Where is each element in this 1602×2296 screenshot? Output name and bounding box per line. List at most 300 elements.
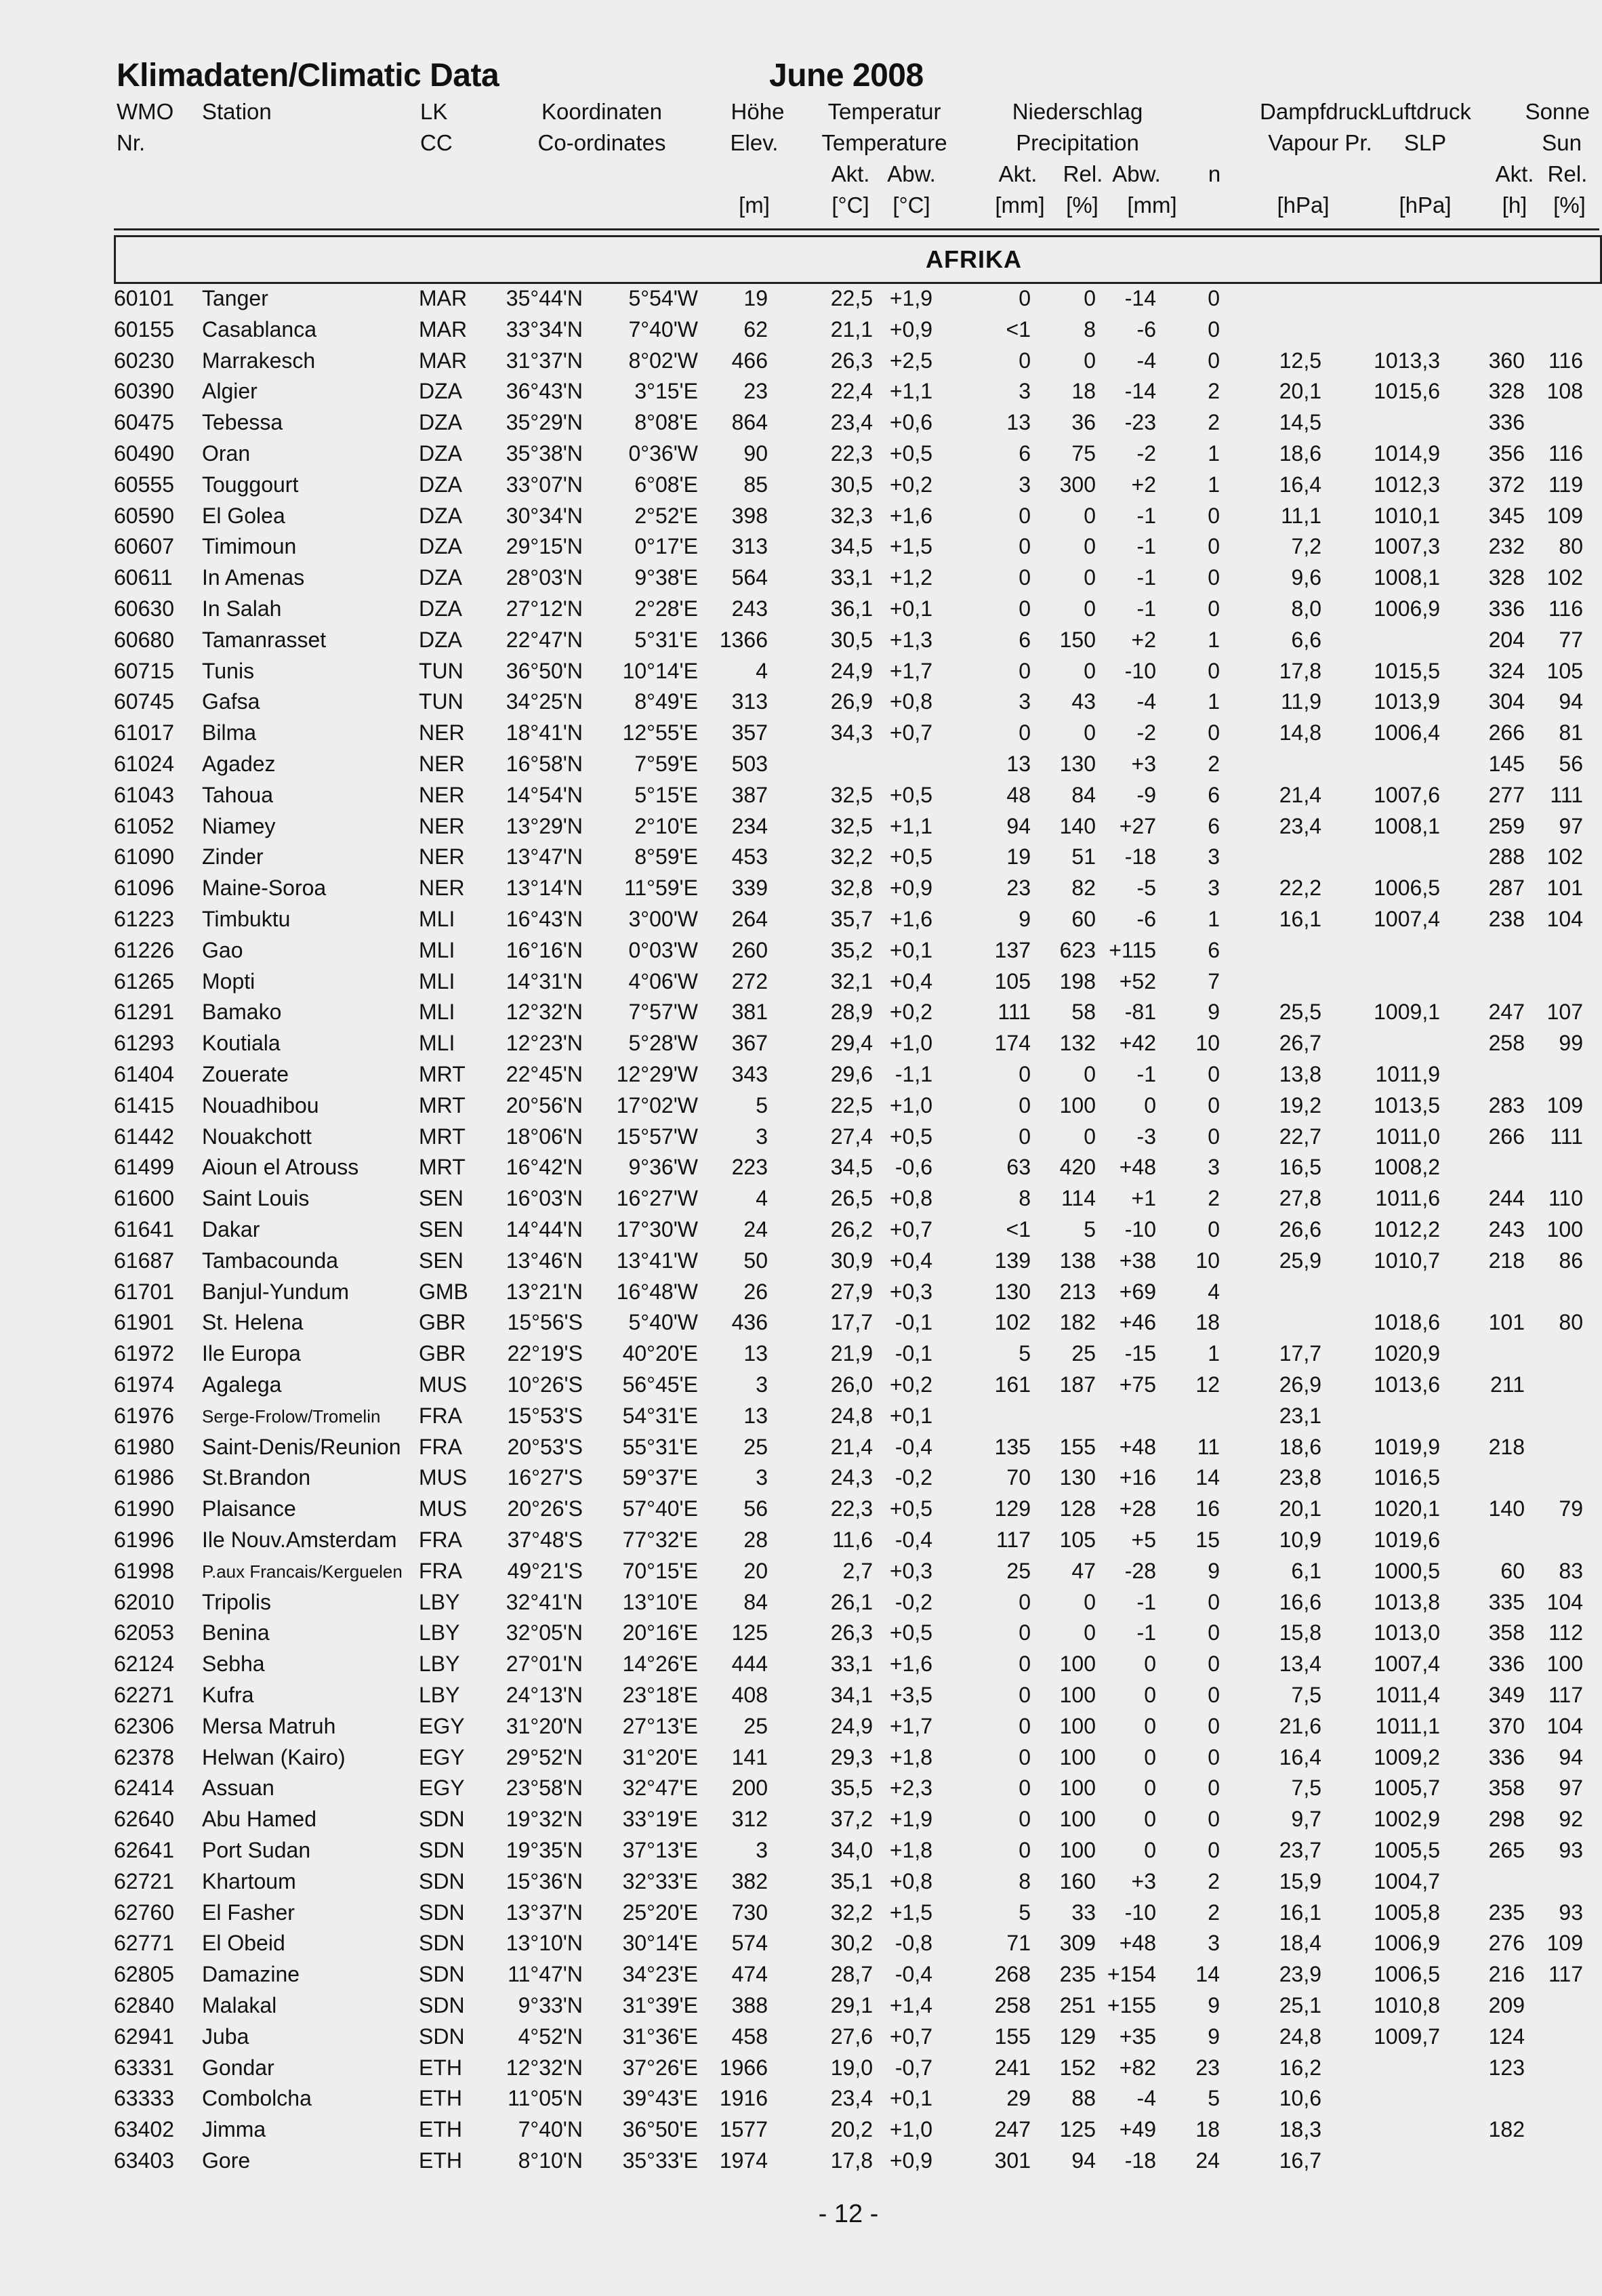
prec-total: 0 xyxy=(1019,534,1031,559)
vapour-pr: 17,8 xyxy=(1279,658,1321,683)
sun-hours: 336 xyxy=(1488,410,1525,435)
sun-rel: 97 xyxy=(1559,1776,1583,1801)
header-sun-akt: Akt. xyxy=(1495,161,1534,186)
latitude: 36°43'N xyxy=(506,379,583,404)
prec-dev: 0 xyxy=(1144,1744,1156,1769)
prec-total: 0 xyxy=(1019,1620,1031,1645)
latitude: 16°03'N xyxy=(506,1186,583,1211)
prec-dev: +38 xyxy=(1119,1248,1156,1273)
prec-dev: +27 xyxy=(1119,813,1156,838)
table-row xyxy=(0,752,1602,783)
prec-dev: -10 xyxy=(1124,1217,1156,1242)
station-name: Sebha xyxy=(202,1652,265,1677)
table-row xyxy=(0,1776,1602,1807)
prec-days: 6 xyxy=(1208,813,1220,838)
sun-hours: 288 xyxy=(1488,844,1525,869)
latitude: 22°47'N xyxy=(506,627,583,652)
header-luftdruck: Luftdruck xyxy=(1379,99,1471,124)
prec-dev: -81 xyxy=(1124,1000,1156,1025)
country-code: SDN xyxy=(419,1993,465,2017)
prec-rel: 182 xyxy=(1059,1310,1096,1335)
elevation: 474 xyxy=(731,1962,768,1987)
sun-rel: 109 xyxy=(1546,1931,1583,1956)
prec-days: 15 xyxy=(1195,1528,1220,1552)
station-name: Combolcha xyxy=(202,2086,312,2111)
sun-hours: 182 xyxy=(1488,2117,1525,2142)
elevation: 1916 xyxy=(719,2086,768,2111)
sun-hours: 370 xyxy=(1488,1713,1525,1738)
station-name: Niamey xyxy=(202,813,276,838)
table-row xyxy=(0,1496,1602,1528)
temp-dev: +3,5 xyxy=(889,1683,932,1707)
temp-mean: 34,0 xyxy=(830,1838,873,1862)
temp-dev: +0,7 xyxy=(889,1217,932,1242)
vapour-pr: 25,9 xyxy=(1279,1248,1321,1273)
station-name: Abu Hamed xyxy=(202,1807,316,1832)
longitude: 37°13'E xyxy=(622,1838,698,1862)
prec-rel: 130 xyxy=(1059,1465,1096,1490)
prec-dev: +5 xyxy=(1131,1528,1156,1552)
vapour-pr: 18,3 xyxy=(1279,2117,1321,2142)
country-code: MLI xyxy=(419,907,455,931)
country-code: SDN xyxy=(419,2024,465,2049)
longitude: 30°14'E xyxy=(622,1931,698,1956)
slp: 1020,9 xyxy=(1374,1341,1440,1366)
prec-days: 0 xyxy=(1208,348,1220,373)
temp-dev: +0,7 xyxy=(889,2024,932,2049)
prec-rel: 420 xyxy=(1059,1155,1096,1180)
latitude: 11°47'N xyxy=(508,1962,583,1987)
vapour-pr: 25,5 xyxy=(1279,1000,1321,1025)
header-coordinates: Co-ordinates xyxy=(537,130,666,155)
temp-mean: 24,3 xyxy=(830,1465,873,1490)
temp-mean: 26,5 xyxy=(830,1186,873,1211)
sun-rel: 116 xyxy=(1548,596,1583,621)
station-name: In Salah xyxy=(202,596,282,621)
slp: 1012,2 xyxy=(1374,1217,1440,1242)
prec-dev: +75 xyxy=(1119,1372,1156,1397)
slp: 1013,5 xyxy=(1374,1092,1440,1118)
country-code: DZA xyxy=(419,410,462,435)
prec-dev: -1 xyxy=(1136,503,1156,528)
header-prec-rel: Rel. xyxy=(1063,161,1103,186)
vapour-pr: 20,1 xyxy=(1279,379,1321,404)
sun-hours: 218 xyxy=(1488,1434,1525,1459)
sun-hours: 358 xyxy=(1488,1620,1525,1645)
country-code: MLI xyxy=(419,937,455,962)
slp: 1013,8 xyxy=(1374,1589,1440,1614)
wmo-number: 62771 xyxy=(114,1931,174,1956)
station-name: Gondar xyxy=(202,2055,274,2080)
longitude: 5°40'W xyxy=(628,1310,698,1335)
temp-dev: +0,1 xyxy=(889,1403,932,1428)
longitude: 34°23'E xyxy=(622,1962,698,1987)
country-code: MLI xyxy=(419,1000,455,1025)
longitude: 12°55'E xyxy=(622,720,698,745)
header-koordinaten: Koordinaten xyxy=(541,99,662,124)
table-row xyxy=(0,1310,1602,1341)
slp: 1006,9 xyxy=(1374,1931,1440,1956)
station-name: Gao xyxy=(202,937,243,962)
prec-days: 0 xyxy=(1208,658,1220,683)
country-code: LBY xyxy=(419,1589,460,1614)
prec-total: 0 xyxy=(1019,348,1031,373)
table-row xyxy=(0,2055,1602,2087)
elevation: 503 xyxy=(731,752,768,776)
temp-mean: 30,5 xyxy=(830,627,873,652)
station-name: Bilma xyxy=(202,720,257,745)
elevation: 223 xyxy=(731,1155,768,1180)
station-name: P.aux Francais/Kerguelen xyxy=(202,1561,403,1582)
country-code: SEN xyxy=(419,1217,464,1242)
latitude: 35°29'N xyxy=(506,410,583,435)
prec-rel: 300 xyxy=(1059,472,1096,497)
temp-mean: 29,3 xyxy=(830,1744,873,1769)
wmo-number: 61901 xyxy=(114,1310,174,1335)
country-code: SEN xyxy=(419,1248,464,1273)
prec-total: 3 xyxy=(1019,472,1031,497)
header-temp-abw: Abw. xyxy=(887,161,936,186)
temp-dev: +1,6 xyxy=(889,1652,932,1677)
temp-dev: +0,5 xyxy=(889,1496,932,1521)
elevation: 84 xyxy=(743,1589,768,1614)
prec-days: 0 xyxy=(1208,1683,1220,1707)
table-row xyxy=(0,286,1602,317)
slp: 1012,3 xyxy=(1374,472,1440,497)
latitude: 13°47'N xyxy=(506,844,583,869)
wmo-number: 61976 xyxy=(114,1403,174,1428)
prec-total: 0 xyxy=(1019,1838,1031,1862)
sun-hours: 232 xyxy=(1488,534,1525,559)
temp-dev: +0,5 xyxy=(889,441,932,466)
table-row xyxy=(0,1217,1602,1248)
latitude: 22°19'S xyxy=(507,1341,583,1366)
temp-mean: 32,5 xyxy=(830,782,873,807)
station-name: Assuan xyxy=(202,1776,274,1801)
prec-rel: 33 xyxy=(1071,1900,1096,1925)
prec-rel: 94 xyxy=(1071,2148,1096,2173)
table-row xyxy=(0,504,1602,535)
page-number: - 12 - xyxy=(818,2200,879,2228)
country-code: LBY xyxy=(419,1683,460,1707)
wmo-number: 61415 xyxy=(114,1092,174,1118)
station-name: Timimoun xyxy=(202,534,297,559)
slp: 1013,9 xyxy=(1374,689,1440,714)
temp-mean: 23,4 xyxy=(830,2086,873,2111)
country-code: DZA xyxy=(419,379,462,404)
table-row xyxy=(0,472,1602,504)
vapour-pr: 9,6 xyxy=(1291,565,1321,590)
prec-days: 0 xyxy=(1208,1776,1220,1801)
slp: 1019,9 xyxy=(1374,1434,1440,1459)
sun-rel: 100 xyxy=(1546,1652,1583,1677)
header-precipitation: Precipitation xyxy=(1016,130,1139,155)
temp-dev: +1,4 xyxy=(889,1993,932,2017)
station-name: Malakal xyxy=(202,1993,277,2017)
sun-rel: 86 xyxy=(1559,1248,1583,1273)
country-code: GBR xyxy=(419,1310,466,1335)
wmo-number: 62271 xyxy=(114,1683,174,1707)
station-name: Tamanrasset xyxy=(202,627,327,652)
prec-days: 6 xyxy=(1208,937,1220,962)
prec-rel: 0 xyxy=(1084,503,1096,528)
elevation: 23 xyxy=(743,379,768,404)
table-row xyxy=(0,720,1602,752)
slp: 1018,6 xyxy=(1374,1310,1440,1335)
latitude: 15°53'S xyxy=(507,1403,583,1428)
prec-dev: -14 xyxy=(1124,379,1156,404)
elevation: 25 xyxy=(743,1713,768,1738)
header-vapour-pressure: Vapour Pr. xyxy=(1268,130,1372,155)
prec-dev: -1 xyxy=(1136,565,1156,590)
prec-rel: 0 xyxy=(1084,348,1096,373)
prec-dev: -5 xyxy=(1136,876,1156,901)
header-cc: CC xyxy=(420,130,453,155)
longitude: 11°59'E xyxy=(623,876,698,901)
slp: 1013,0 xyxy=(1374,1620,1440,1645)
country-code: NER xyxy=(419,844,465,869)
prec-rel: 129 xyxy=(1059,2024,1096,2049)
elevation: 3 xyxy=(756,1372,768,1397)
vapour-pr: 7,5 xyxy=(1291,1776,1321,1801)
latitude: 27°12'N xyxy=(506,596,583,621)
longitude: 6°08'E xyxy=(634,472,698,497)
prec-rel: 8 xyxy=(1084,316,1096,342)
latitude: 16°27'S xyxy=(507,1465,583,1490)
slp: 1007,6 xyxy=(1374,782,1440,807)
prec-days: 9 xyxy=(1208,1000,1220,1025)
vapour-pr: 21,6 xyxy=(1279,1713,1321,1738)
prec-rel: 251 xyxy=(1059,1993,1096,2017)
wmo-number: 60745 xyxy=(114,689,174,714)
prec-total: 0 xyxy=(1019,1776,1031,1801)
vapour-pr: 7,5 xyxy=(1291,1683,1321,1707)
wmo-number: 62941 xyxy=(114,2024,174,2049)
elevation: 4 xyxy=(756,1186,768,1211)
header-wmo-nr: Nr. xyxy=(117,130,146,155)
country-code: SDN xyxy=(419,1900,465,1925)
country-code: GMB xyxy=(419,1279,468,1304)
wmo-number: 60607 xyxy=(114,534,174,559)
table-row xyxy=(0,969,1602,1000)
temp-mean: 35,2 xyxy=(830,937,873,962)
sun-hours: 211 xyxy=(1490,1372,1525,1397)
prec-dev: +154 xyxy=(1107,1962,1156,1987)
elevation: 4 xyxy=(756,658,768,683)
prec-total: 268 xyxy=(994,1962,1031,1987)
prec-total: 70 xyxy=(1006,1465,1031,1490)
sun-hours: 218 xyxy=(1488,1248,1525,1273)
prec-dev: 0 xyxy=(1144,1092,1156,1118)
prec-total: 0 xyxy=(1019,1713,1031,1738)
header-prec-abw: Abw. xyxy=(1112,161,1161,186)
longitude: 7°57'W xyxy=(628,1000,698,1025)
prec-total: 13 xyxy=(1006,752,1031,776)
sun-hours: 298 xyxy=(1488,1807,1525,1832)
longitude: 20°16'E xyxy=(622,1620,698,1645)
country-code: NER xyxy=(419,876,465,901)
latitude: 20°26'S xyxy=(507,1496,583,1521)
station-name: Timbuktu xyxy=(202,907,291,931)
slp: 1010,7 xyxy=(1374,1248,1440,1273)
station-name: Mopti xyxy=(202,968,255,993)
vapour-pr: 10,9 xyxy=(1279,1528,1321,1552)
elevation: 381 xyxy=(731,1000,768,1025)
vapour-pr: 15,9 xyxy=(1279,1868,1321,1893)
station-name: Zouerate xyxy=(202,1062,289,1086)
country-code: ETH xyxy=(419,2148,462,2173)
temp-mean: 32,8 xyxy=(830,876,873,901)
sun-hours: 238 xyxy=(1488,907,1525,931)
country-code: MUS xyxy=(419,1465,468,1490)
temp-mean: 28,7 xyxy=(830,1962,873,1987)
header-prec-n: n xyxy=(1208,161,1221,186)
prec-total: 0 xyxy=(1019,596,1031,621)
station-name: Tambacounda xyxy=(202,1248,339,1273)
elevation: 1577 xyxy=(719,2117,768,2142)
wmo-number: 62640 xyxy=(114,1807,174,1832)
table-row xyxy=(0,1931,1602,1962)
sun-hours: 259 xyxy=(1488,813,1525,838)
station-name: Mersa Matruh xyxy=(202,1713,336,1738)
temp-dev: +1,5 xyxy=(889,534,932,559)
country-code: DZA xyxy=(419,472,462,497)
temp-dev: +1,2 xyxy=(889,565,932,590)
longitude: 39°43'E xyxy=(622,2086,698,2111)
prec-days: 2 xyxy=(1208,410,1220,435)
table-row xyxy=(0,348,1602,380)
temp-mean: 35,5 xyxy=(830,1776,873,1801)
prec-dev: -2 xyxy=(1136,441,1156,466)
vapour-pr: 12,5 xyxy=(1279,348,1321,373)
longitude: 33°19'E xyxy=(622,1807,698,1832)
elevation: 564 xyxy=(731,565,768,590)
wmo-number: 61972 xyxy=(114,1341,174,1366)
header-sun-unit-pct: [%] xyxy=(1553,192,1586,218)
prec-rel: 623 xyxy=(1059,937,1096,962)
table-row xyxy=(0,1993,1602,2024)
table-row xyxy=(0,441,1602,472)
temp-mean: 32,2 xyxy=(830,844,873,869)
slp: 1005,8 xyxy=(1374,1900,1440,1925)
prec-dev: 0 xyxy=(1144,1652,1156,1677)
country-code: FRA xyxy=(419,1434,462,1459)
latitude: 18°41'N xyxy=(506,720,583,745)
prec-total: 0 xyxy=(1019,1652,1031,1677)
elevation: 382 xyxy=(731,1868,768,1893)
vapour-pr: 24,8 xyxy=(1279,2024,1321,2049)
vapour-pr: 11,9 xyxy=(1281,689,1321,714)
wmo-number: 60101 xyxy=(114,286,174,310)
temp-mean: 34,3 xyxy=(830,720,873,745)
latitude: 28°03'N xyxy=(506,565,583,590)
prec-days: 14 xyxy=(1195,1962,1220,1987)
prec-rel: 5 xyxy=(1084,1217,1096,1242)
elevation: 260 xyxy=(731,937,768,962)
vapour-pr: 6,6 xyxy=(1291,627,1321,652)
longitude: 14°26'E xyxy=(622,1652,698,1677)
prec-total: 23 xyxy=(1006,876,1031,901)
sun-rel: 79 xyxy=(1559,1496,1583,1521)
prec-rel: 36 xyxy=(1071,410,1096,435)
elevation: 62 xyxy=(743,316,768,342)
wmo-number: 61404 xyxy=(114,1062,174,1086)
latitude: 24°13'N xyxy=(506,1683,583,1707)
temp-mean: 26,0 xyxy=(830,1372,873,1397)
wmo-number: 63331 xyxy=(114,2055,174,2080)
wmo-number: 60611 xyxy=(114,565,173,590)
sun-rel: 112 xyxy=(1548,1620,1583,1645)
prec-rel: 0 xyxy=(1084,1589,1096,1614)
station-name: Helwan (Kairo) xyxy=(202,1744,346,1769)
temp-dev: +0,5 xyxy=(889,782,932,807)
latitude: 12°23'N xyxy=(506,1031,583,1056)
prec-dev: +52 xyxy=(1119,968,1156,993)
slp: 1011,6 xyxy=(1375,1186,1440,1211)
prec-total: 102 xyxy=(994,1310,1031,1335)
prec-total: 241 xyxy=(994,2055,1031,2080)
station-name: Banjul-Yundum xyxy=(202,1279,350,1304)
temp-dev: +0,4 xyxy=(889,1248,932,1273)
wmo-number: 60390 xyxy=(114,379,174,404)
latitude: 14°44'N xyxy=(506,1217,583,1242)
sun-hours: 349 xyxy=(1488,1683,1525,1707)
elevation: 3 xyxy=(756,1124,768,1149)
temp-mean: 37,2 xyxy=(830,1807,873,1832)
table-row xyxy=(0,1372,1602,1403)
latitude: 19°32'N xyxy=(506,1807,583,1832)
temp-mean: 24,9 xyxy=(830,658,873,683)
wmo-number: 62805 xyxy=(114,1962,174,1987)
elevation: 243 xyxy=(731,596,768,621)
latitude: 49°21'S xyxy=(507,1558,583,1583)
sun-rel: 102 xyxy=(1546,844,1583,869)
elevation: 141 xyxy=(731,1744,768,1769)
latitude: 33°07'N xyxy=(506,472,583,497)
elevation: 28 xyxy=(743,1528,768,1552)
country-code: DZA xyxy=(419,441,462,466)
header-dampfdruck: Dampfdruck xyxy=(1260,99,1380,124)
sun-rel: 80 xyxy=(1559,1310,1583,1335)
table-row xyxy=(0,534,1602,565)
temp-mean: 17,8 xyxy=(830,2148,873,2173)
temp-mean: 27,4 xyxy=(830,1124,873,1149)
prec-dev: +42 xyxy=(1119,1031,1156,1056)
prec-dev: -4 xyxy=(1136,689,1156,714)
table-row xyxy=(0,1248,1602,1279)
longitude: 0°36'W xyxy=(628,441,698,466)
prec-rel: 0 xyxy=(1084,1062,1096,1086)
prec-total: 105 xyxy=(994,968,1031,993)
latitude: 19°35'N xyxy=(506,1838,583,1862)
prec-days: 0 xyxy=(1208,503,1220,528)
prec-total: 174 xyxy=(994,1031,1031,1056)
station-name: Khartoum xyxy=(202,1868,296,1893)
latitude: 36°50'N xyxy=(506,658,583,683)
prec-total: <1 xyxy=(1006,1217,1031,1242)
table-row xyxy=(0,1900,1602,1931)
table-row xyxy=(0,1403,1602,1435)
prec-dev: +46 xyxy=(1119,1310,1156,1335)
temp-dev: +0,9 xyxy=(889,316,932,342)
longitude: 3°00'W xyxy=(628,907,698,931)
temp-mean: 27,6 xyxy=(830,2024,873,2049)
prec-total: 6 xyxy=(1019,441,1031,466)
vapour-pr: 13,8 xyxy=(1279,1062,1321,1086)
prec-rel: 43 xyxy=(1071,689,1096,714)
station-name: Ile Europa xyxy=(202,1341,301,1366)
elevation: 730 xyxy=(731,1900,768,1925)
